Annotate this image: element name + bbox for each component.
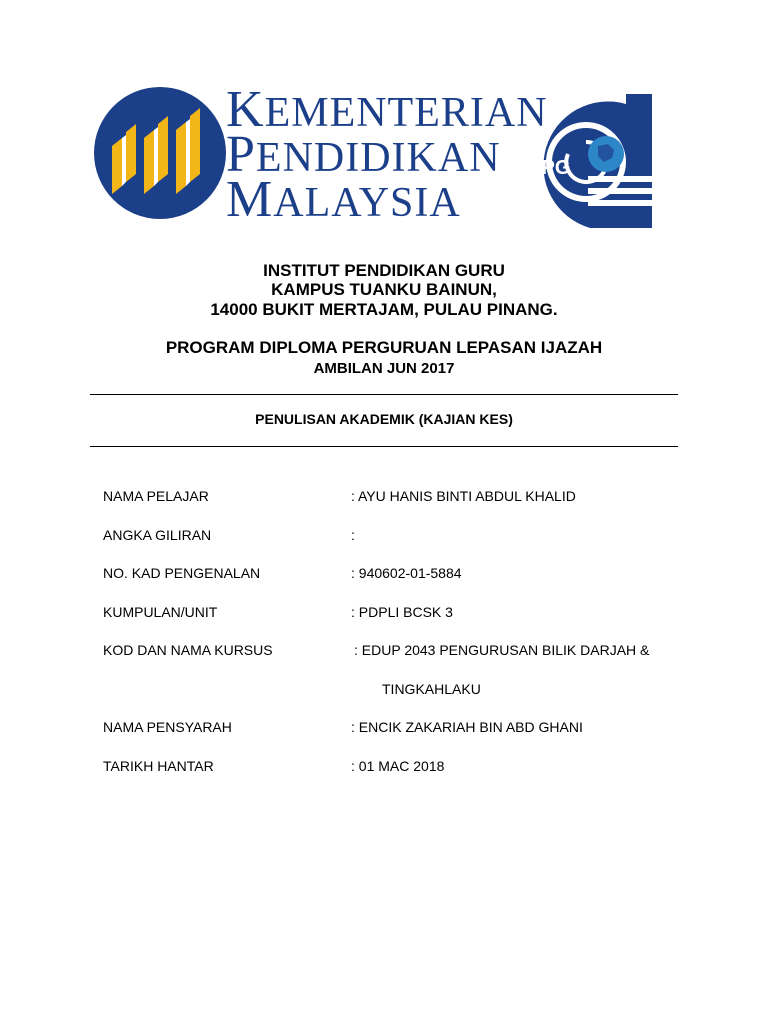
ipg-logo	[528, 94, 652, 228]
kpm-emblem-logo	[92, 86, 228, 220]
kpm-wordmark-rest-3: ALAYSIA	[273, 180, 461, 226]
field-label-course: KOD DAN NAMA KURSUS	[103, 642, 273, 658]
institution-address: 14000 BUKIT MERTAJAM, PULAU PINANG.	[210, 300, 558, 319]
kpm-wordmark-rest-2: ENDIDIKAN	[255, 135, 501, 181]
field-value-course-line-2: TINGKAHLAKU	[382, 681, 481, 697]
kpm-wordmark	[226, 81, 548, 228]
field-label-submission-date: TARIKH HANTAR	[103, 758, 214, 774]
kpm-wordmark-line-1: KEMENTERIAN	[226, 81, 548, 138]
ipg-logo-text: iPG	[536, 157, 571, 179]
field-value-course: : EDUP 2043 PENGURUSAN BILIK DARJAH &	[354, 642, 650, 658]
field-value-group-unit: : PDPLI BCSK 3	[351, 604, 453, 620]
divider-top	[90, 394, 678, 395]
divider-bottom	[90, 446, 678, 447]
program-name: PROGRAM DIPLOMA PERGURUAN LEPASAN IJAZAH	[165, 338, 603, 357]
kpm-wordmark-rest-1: EMENTERIAN	[264, 90, 548, 136]
program-intake: AMBILAN JUN 2017	[313, 360, 455, 377]
field-label-student-name: NAMA PELAJAR	[103, 488, 209, 504]
institution-campus: KAMPUS TUANKU BAINUN,	[271, 280, 497, 299]
field-value-submission-date: : 01 MAC 2018	[351, 758, 445, 774]
kpm-wordmark-line-2: PENDIDIKAN	[226, 126, 501, 183]
field-value-ic-number: : 940602-01-5884	[351, 565, 462, 581]
field-value-index-number: :	[351, 527, 355, 543]
assignment-title: PENULISAN AKADEMIK (KAJIAN KES)	[255, 411, 513, 427]
field-label-index-number: ANGKA GILIRAN	[103, 527, 212, 543]
institution-name: INSTITUT PENDIDIKAN GURU	[263, 261, 505, 280]
field-label-ic-number: NO. KAD PENGENALAN	[103, 565, 261, 581]
kpm-wordmark-line-3: MALAYSIA	[226, 171, 461, 228]
field-value-lecturer: : ENCIK ZAKARIAH BIN ABD GHANI	[351, 719, 583, 735]
field-label-lecturer: NAMA PENSYARAH	[103, 719, 232, 735]
field-label-group-unit: KUMPULAN/UNIT	[103, 604, 218, 620]
field-value-student-name: : AYU HANIS BINTI ABDUL KHALID	[351, 488, 576, 504]
